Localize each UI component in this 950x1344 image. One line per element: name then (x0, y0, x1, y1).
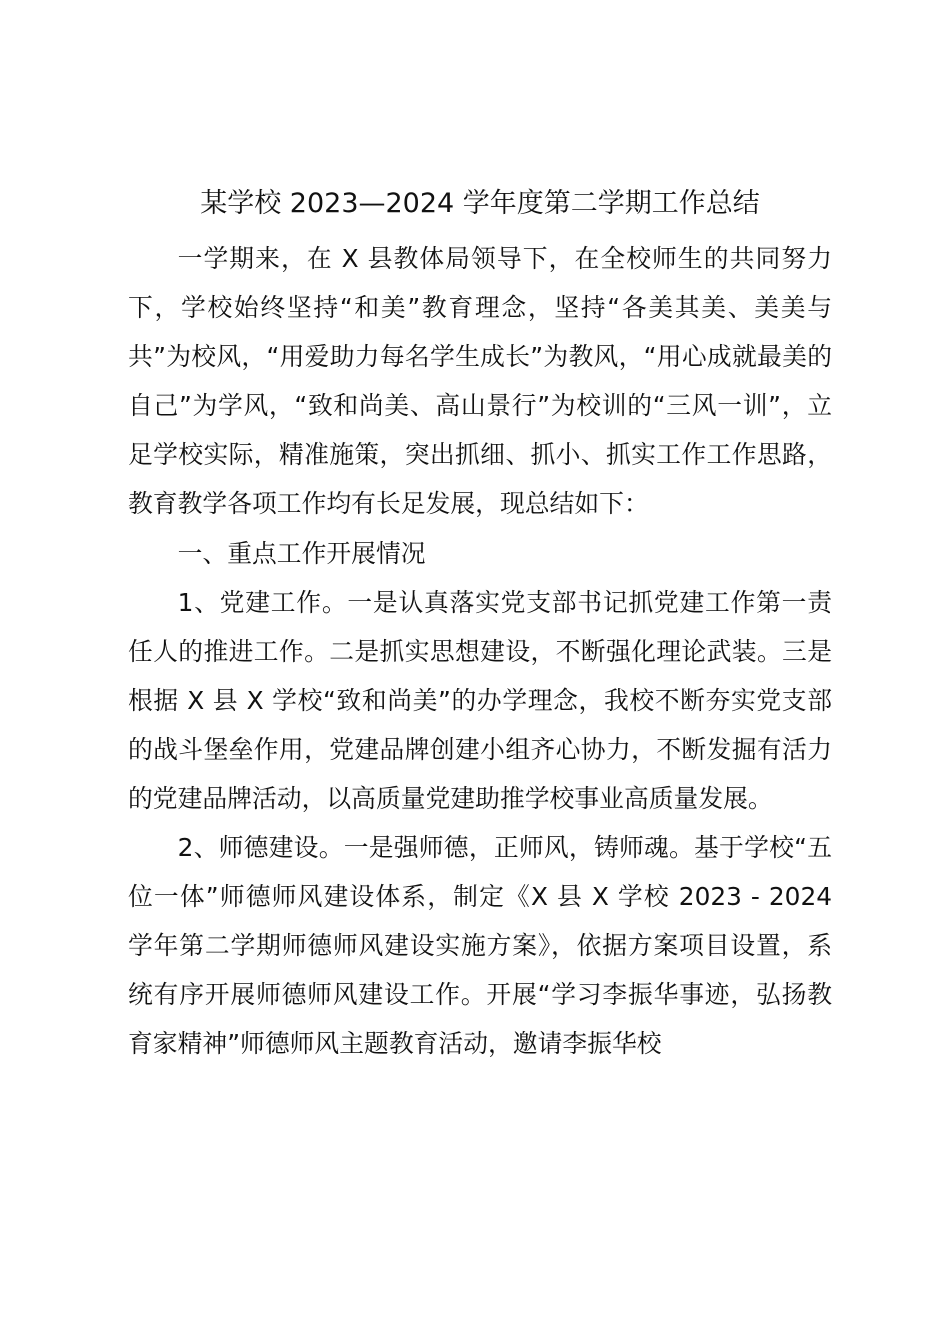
document-title: 某学校 2023—2024 学年度第二学期工作总结 (200, 188, 760, 219)
document-page (128, 180, 832, 1068)
party-building-paragraph: 1、党建工作。一是认真落实党支部书记抓党建工作第一责任人的推进工作。二是抓实思想建设，不断强化理论武装。三是根据 X 县 X 学校“致和尚美”的办学理念，我校不断夯实党支部的战斗堡垒作用，党建品牌创建小组齐心协力，不断发掘有活力的党建品牌活动，以高质量党建助推学校事业高质量发展。 (128, 588, 832, 813)
intro-paragraph: 一学期来，在 X 县教体局领导下，在全校师生的共同努力下，学校始终坚持“和美”教育理念，坚持“各美其美、美美与共”为校风，“用爱助力每名学生成长”为教风，“用心成就最美的自己”为学风，“致和尚美、高山景行”为校训的“三风一训”，立足学校实际，精准施策，突出抓细、抓小、抓实工作工作思路，教育教学各项工作均有长足发展，现总结如下： (128, 244, 832, 518)
teacher-ethics-paragraph: 2、师德建设。一是强师德，正师风，铸师魂。基于学校“五位一体”师德师风建设体系，制定《X 县 X 学校 2023 - 2024 学年第二学期师德师风建设实施方案》，依据方案项目设置，系统有序开展师德师风建设工作。开展“学习李振华事迹，弘扬教育家精神”师德师风主题教育活动，邀请李振华校 (128, 833, 832, 1058)
section-heading: 一、重点工作开展情况 (177, 539, 426, 568)
